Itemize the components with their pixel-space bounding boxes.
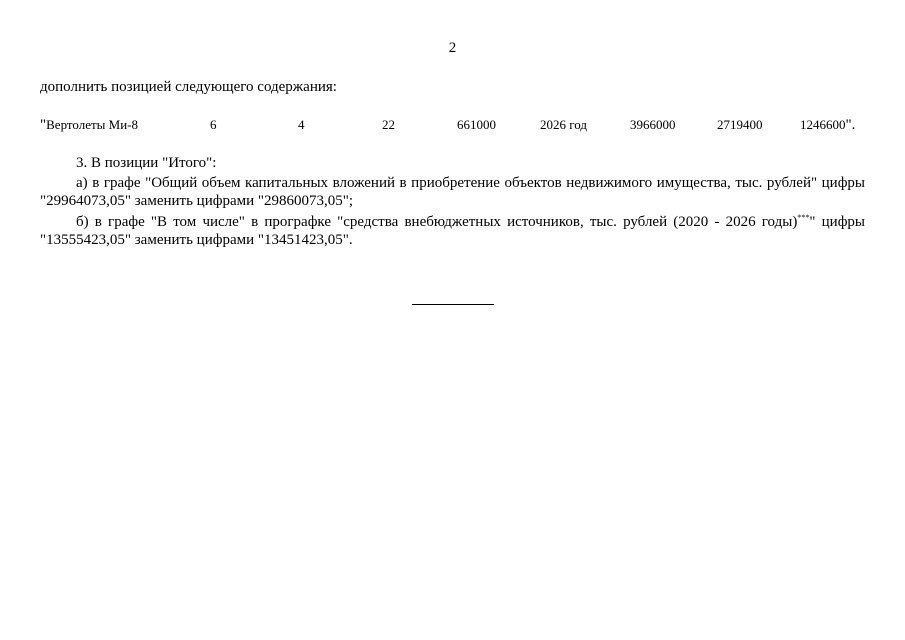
section-3-item-b [40,213,865,249]
page-number: 2 [448,40,457,56]
row-value-1: 6 [210,117,217,132]
row-value-3: 22 [382,117,395,132]
row-name-cell [40,117,138,134]
row-value-5: 2026 год [540,117,587,132]
section-3-item-a: а) в графе "Общий объем капитальных вложений в приобретение объектов недвижимого имущества, тыс. рублей" цифры "29964073,05" заменить цифрами "29860073,05"; [40,175,865,209]
open-quote: " [40,117,47,133]
row-name: Вертолеты Ми-8 [46,117,139,132]
row-value-4: 661000 [457,117,496,132]
table-row [40,117,865,135]
close-quote: ". [845,117,856,133]
intro-text: дополнить позицией следующего содержания: [40,79,337,95]
row-value-6: 3966000 [630,117,676,132]
end-divider [412,304,494,305]
row-value-8: 1246600 [800,117,846,132]
item-b-text-before: б) в графе "В том числе" в прографке "средства внебюджетных источников, тыс. рублей (2020 - 2026 годы) [76,214,798,230]
footnote-marker: *** [797,213,810,222]
row-value-8-cell [800,117,855,134]
row-value-2: 4 [298,117,305,132]
section-3-heading: 3. В позиции "Итого": [76,155,217,171]
row-value-7: 2719400 [717,117,763,132]
item-b-text-after: " цифры "13555423,05" заменить цифрами "13451423,05". [40,214,865,248]
